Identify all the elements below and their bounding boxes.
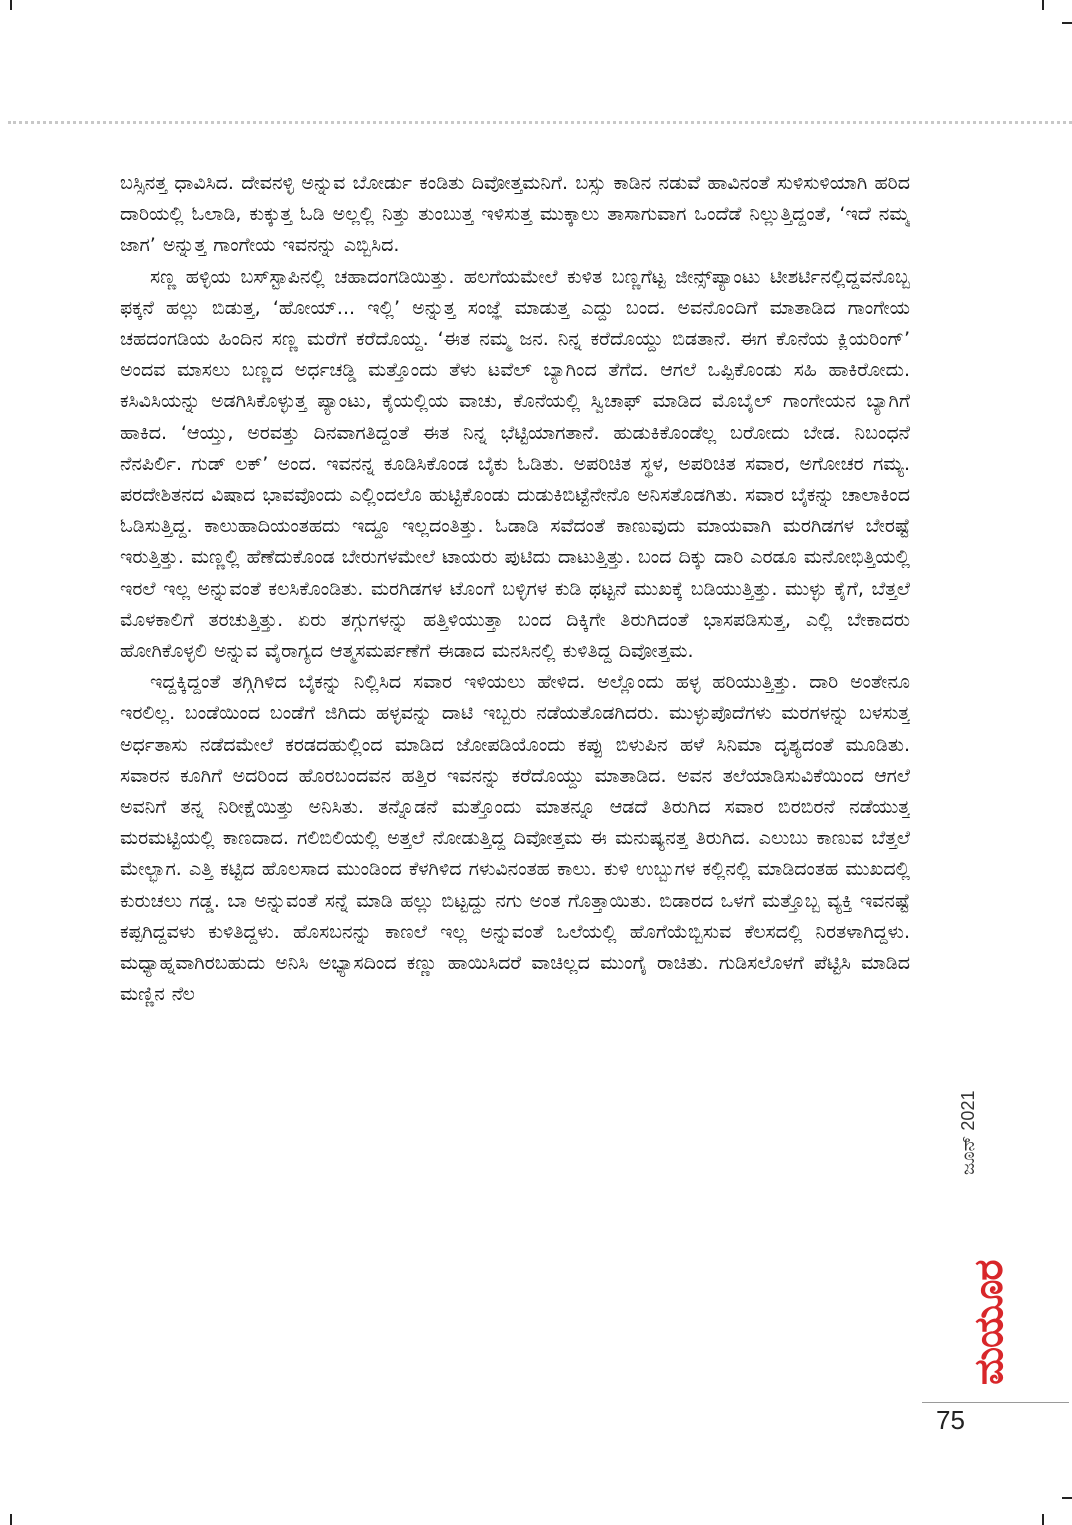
crop-mark-bottom-right <box>1042 1514 1044 1525</box>
issue-month: ಜೂನ್ 2021 <box>958 1090 978 1175</box>
crop-mark-right-lower <box>1062 1497 1072 1499</box>
page-number-rule <box>922 1402 1069 1403</box>
article-paragraph-1: ಬಸ್ಸಿನತ್ತ ಧಾವಿಸಿದ. ದೇವನಳ್ಳಿ ಅನ್ನುವ ಬೋರ್ಡು ಕಂಡಿತು ದಿವೋತ್ತಮನಿಗೆ. ಬಸ್ಸು ಕಾಡಿನ ನಡುವೆ ಹಾವಿನಂತೆ ಸುಳಿಸುಳಿಯಾಗಿ ಹರಿದ ದಾರಿಯಲ್ಲಿ ಓಲಾಡಿ, ಕುಕ್ಕುತ್ತ ಓಡಿ ಅಲ್ಲಲ್ಲಿ ನಿತ್ತು ತುಂಬುತ್ತ ಇಳಿಸುತ್ತ ಮುಕ್ಕಾಲು ತಾಸಾಗುವಾಗ ಒಂದೆಡೆ ನಿಲ್ಲುತ್ತಿದ್ದಂತೆ, ‘ಇದೆ ನಮ್ಮ ಜಾಗ’ ಅನ್ನುತ್ತ ಗಾಂಗೇಯ ಇವನನ್ನು ಎಬ್ಬಿಸಿದ. <box>120 172 910 257</box>
article-paragraph-3: ಇದ್ದಕ್ಕಿದ್ದಂತೆ ತಗ್ಗಿಗಿಳಿದ ಬೈಕನ್ನು ನಿಲ್ಲಿಸಿದ ಸವಾರ ಇಳಿಯಲು ಹೇಳಿದ. ಅಲ್ಲೊಂದು ಹಳ್ಳ ಹರಿಯುತ್ತಿತ್ತು. ದಾರಿ ಅಂತೇನೂ ಇರಲಿಲ್ಲ. ಬಂಡೆಯಿಂದ ಬಂಡೆಗೆ ಜಿಗಿದು ಹಳ್ಳವನ್ನು ದಾಟಿ ಇಬ್ಬರು ನಡೆಯತೊಡಗಿದರು. ಮುಳ್ಳುಪೊದೆಗಳು ಮರಗಳನ್ನು ಬಳಸುತ್ತ ಅರ್ಧತಾಸು ನಡೆದಮೇಲೆ ಕರಡದಹುಲ್ಲಿಂದ ಮಾಡಿದ ಜೋಪಡಿಯೊಂದು ಕಪ್ಪು ಬಿಳುಪಿನ ಹಳೆ ಸಿನಿಮಾ ದೃಶ್ಯದಂತೆ ಮೂಡಿತು. ಸವಾರನ ಕೂಗಿಗೆ ಅದರಿಂದ ಹೊರಬಂದವನ ಹತ್ತಿರ ಇವನನ್ನು ಕರೆದೊಯ್ದು ಮಾತಾಡಿದ. ಅವನ ತಲೆಯಾಡಿಸುವಿಕೆಯಿಂದ ಆಗಲೆ ಅವನಿಗೆ ತನ್ನ ನಿರೀಕ್ಷೆಯಿತ್ತು ಅನಿಸಿತು. ತನ್ನೊಡನೆ ಮತ್ತೊಂದು ಮಾತನ್ನೂ ಆಡದೆ ತಿರುಗಿದ ಸವಾರ ಬಿರಬಿರನೆ ನಡೆಯುತ್ತ ಮರಮಟ್ಟಿಯಲ್ಲಿ ಕಾಣದಾದ. ಗಲಿಬಿಲಿಯಲ್ಲಿ ಅತ್ತಲೆ ನೋಡುತ್ತಿದ್ದ ದಿವೋತ್ತಮ ಈ ಮನುಷ್ಯನತ್ತ ತಿರುಗಿದ. ಎಲುಬು ಕಾಣುವ ಬೆತ್ತಲೆ ಮೇಲ್ಭಾಗ. ಎತ್ತಿ ಕಟ್ಟಿದ ಹೊಲಸಾದ ಮುಂಡಿಂದ ಕೆಳಗಿಳಿದ ಗಳುವಿನಂತಹ ಕಾಲು. ಕುಳಿ ಉಬ್ಬುಗಳ ಕಲ್ಲಿನಲ್ಲಿ ಮಾಡಿದಂತಹ ಮುಖದಲ್ಲಿ ಕುರುಚಲು ಗಡ್ಡ. ಬಾ ಅನ್ನುವಂತೆ ಸನ್ನೆ ಮಾಡಿ ಹಲ್ಲು ಬಿಟ್ಟದ್ದು ನಗು ಅಂತ ಗೊತ್ತಾಯಿತು. ಬಿಡಾರದ ಒಳಗೆ ಮತ್ತೊಬ್ಬ ವ್ಯಕ್ತಿ ಇವನಷ್ಟೆ ಕಪ್ಪಗಿದ್ದವಳು ಕುಳಿತಿದ್ದಳು. ಹೊಸಬನನ್ನು ಕಾಣಲೆ ಇಲ್ಲ ಅನ್ನುವಂತೆ ಒಲೆಯಲ್ಲಿ ಹೊಗೆಯೆಬ್ಬಿಸುವ ಕೆಲಸದಲ್ಲಿ ನಿರತಳಾಗಿದ್ದಳು. ಮಧ್ಯಾಹ್ನವಾಗಿರಬಹುದು ಅನಿಸಿ ಅಭ್ಯಾಸದಿಂದ ಕಣ್ಣು ಹಾಯಿಸಿದರೆ ವಾಚಿಲ್ಲದ ಮುಂಗೈ ರಾಚಿತು. ಗುಡಿಸಲೊಳಗೆ ಪೆಟ್ಟಿಸಿ ಮಾಡಿದ ಮಣ್ಣಿನ ನೆಲ <box>120 671 910 1006</box>
magazine-logo: ಮಯೂರ <box>966 1260 1012 1385</box>
article-body <box>120 168 910 1403</box>
header-dotted-rule <box>8 121 1072 124</box>
crop-mark-bottom-left <box>10 1514 12 1525</box>
article-paragraph-2: ಸಣ್ಣ ಹಳ್ಳಿಯ ಬಸ್‌ಸ್ಟಾಪಿನಲ್ಲಿ ಚಹಾದಂಗಡಿಯಿತ್ತು. ಹಲಗೆಯಮೇಲೆ ಕುಳಿತ ಬಣ್ಣಗೆಟ್ಟ ಜೀನ್ಸ್‌ಪ್ಯಾಂಟು ಟೀಶರ್ಟಿನಲ್ಲಿದ್ದವನೊಬ್ಬ ಫಕ್ಕನೆ ಹಲ್ಲು ಬಿಡುತ್ತ, ‘ಹೋಯ್... ಇಲ್ಲಿ’ ಅನ್ನುತ್ತ ಸಂಜ್ಞೆ ಮಾಡುತ್ತ ಎದ್ದು ಬಂದ. ಅವನೊಂದಿಗೆ ಮಾತಾಡಿದ ಗಾಂಗೇಯ ಚಹದಂಗಡಿಯ ಹಿಂದಿನ ಸಣ್ಣ ಮರೆಗೆ ಕರೆದೊಯ್ದ. ‘ಈತ ನಮ್ಮ ಜನ. ನಿನ್ನ ಕರೆದೊಯ್ದು ಬಿಡತಾನೆ. ಈಗ ಕೊನೆಯ ಕ್ಲಿಯರಿಂಗ್’ ಅಂದವ ಮಾಸಲು ಬಣ್ಣದ ಅರ್ಧಚಡ್ಡಿ ಮತ್ತೊಂದು ತೆಳು ಟವೆಲ್ ಬ್ಯಾಗಿಂದ ತೆಗೆದ. ಆಗಲೆ ಒಪ್ಪಿಕೊಂಡು ಸಹಿ ಹಾಕಿರೋದು. ಕಸಿವಿಸಿಯನ್ನು ಅಡಗಿಸಿಕೊಳ್ಳುತ್ತ ಪ್ಯಾಂಟು, ಕೈಯಲ್ಲಿಯ ವಾಚು, ಕೊನೆಯಲ್ಲಿ ಸ್ವಿಚಾಫ್ ಮಾಡಿದ ಮೊಬೈಲ್ ಗಾಂಗೇಯನ ಬ್ಯಾಗಿಗೆ ಹಾಕಿದ. ‘ಆಯ್ತು, ಅರವತ್ತು ದಿನವಾಗತಿದ್ದಂತೆ ಈತ ನಿನ್ನ ಭೆಟ್ಟಿಯಾಗತಾನೆ. ಹುಡುಕಿಕೊಂಡೆಲ್ಲ ಬರೋದು ಬೇಡ. ನಿಬಂಧನೆ ನೆನಪಿರ್ಲಿ. ಗುಡ್ ಲಕ್’ ಅಂದ. ಇವನನ್ನ ಕೂಡಿಸಿಕೊಂಡ ಬೈಕು ಓಡಿತು. ಅಪರಿಚಿತ ಸ್ಥಳ, ಅಪರಿಚಿತ ಸವಾರ, ಅಗೋಚರ ಗಮ್ಯ. ಪರದೇಶಿತನದ ವಿಷಾದ ಭಾವವೊಂದು ಎಲ್ಲಿಂದಲೊ ಹುಟ್ಟಿಕೊಂಡು ದುಡುಕಿಬಿಟ್ಟೆನೇನೊ ಅನಿಸತೊಡಗಿತು. ಸವಾರ ಬೈಕನ್ನು ಚಾಲಾಕಿಂದ ಓಡಿಸುತ್ತಿದ್ದ. ಕಾಲುಹಾದಿಯಂತಹದು ಇದ್ದೂ ಇಲ್ಲದಂತಿತ್ತು. ಓಡಾಡಿ ಸವೆದಂತೆ ಕಾಣುವುದು ಮಾಯವಾಗಿ ಮರಗಿಡಗಳ ಬೇರಷ್ಟೆ ಇರುತ್ತಿತ್ತು. ಮಣ್ಣಲ್ಲಿ ಹೆಣೆದುಕೊಂಡ ಬೇರುಗಳಮೇಲೆ ಟಾಯರು ಪುಟಿದು ದಾಟುತ್ತಿತ್ತು. ಬಂದ ದಿಕ್ಕು ದಾರಿ ಎರಡೂ ಮನೋಭಿತ್ತಿಯಲ್ಲಿ ಇರಲೆ ಇಲ್ಲ ಅನ್ನುವಂತೆ ಕಲಸಿಕೊಂಡಿತು. ಮರಗಿಡಗಳ ಟೊಂಗೆ ಬಳ್ಳಿಗಳ ಕುಡಿ ಥಟ್ಟನೆ ಮುಖಕ್ಕೆ ಬಡಿಯುತ್ತಿತ್ತು. ಮುಳ್ಳು ಕೈಗೆ, ಬೆತ್ತಲೆ ಮೊಳಕಾಲಿಗೆ ತರಚುತ್ತಿತ್ತು. ಏರು ತಗ್ಗುಗಳನ್ನು ಹತ್ತಿಳಿಯುತ್ತಾ ಬಂದ ದಿಕ್ಕಿಗೇ ತಿರುಗಿದಂತೆ ಭಾಸಪಡಿಸುತ್ತ, ಎಲ್ಲಿ ಬೇಕಾದರು ಹೋಗಿಕೊಳ್ಳಲಿ ಅನ್ನುವ ವೈರಾಗ್ಯದ ಆತ್ಮಸಮರ್ಪಣೆಗೆ ಈಡಾದ ಮನಸಿನಲ್ಲಿ ಕುಳಿತಿದ್ದ ದಿವೋತ್ತಮ. <box>120 265 910 663</box>
crop-mark-right-upper <box>1062 22 1072 24</box>
page-number: 75 <box>936 1405 965 1435</box>
crop-mark-top-right <box>1042 0 1044 10</box>
crop-mark-top-left <box>10 0 12 10</box>
